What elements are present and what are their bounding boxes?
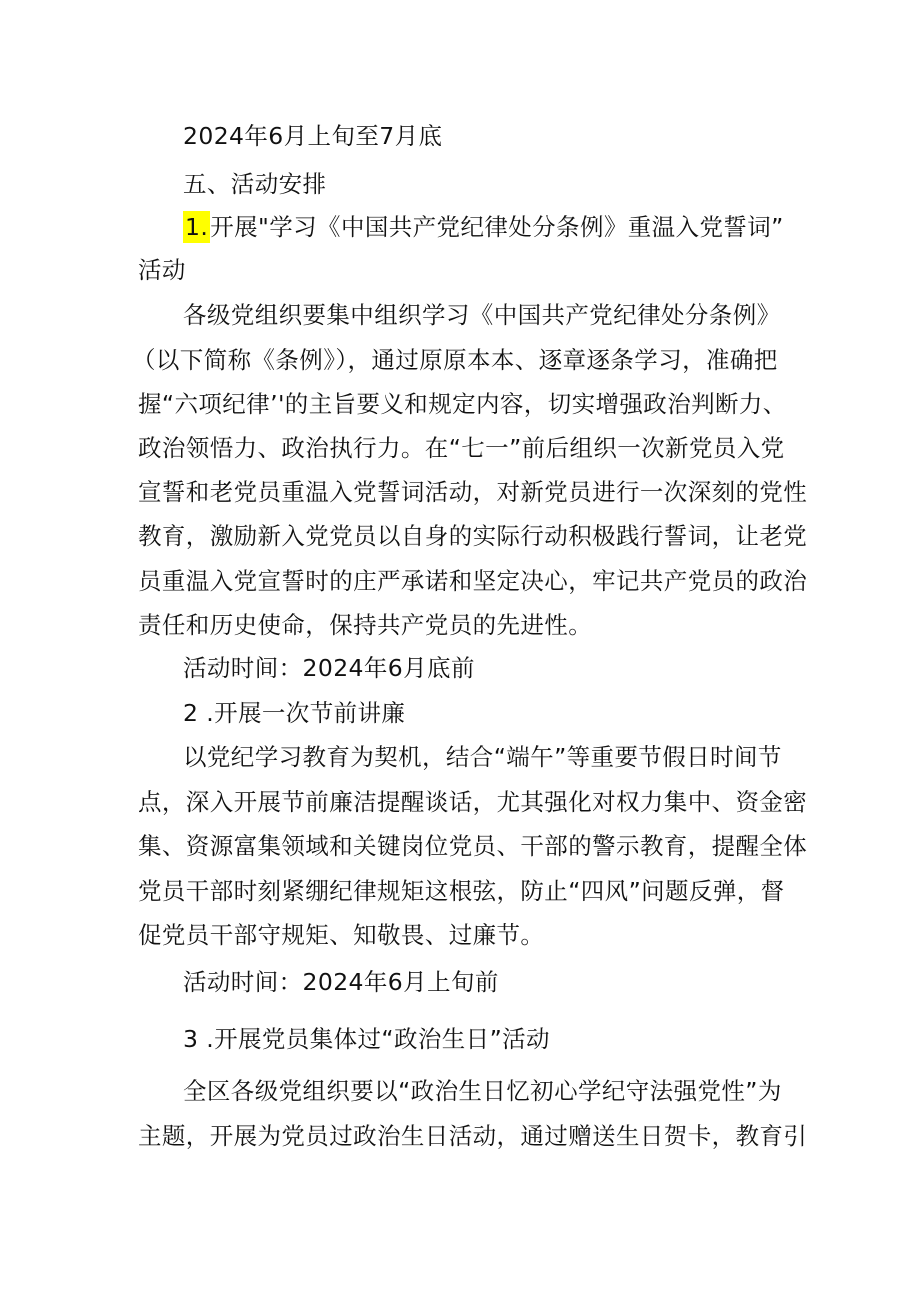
item2-body-line: 促党员干部守规矩、知敬畏、过廉节。 xyxy=(138,921,545,949)
item1-time-line: 活动时间：2024年6月底前 xyxy=(183,654,475,682)
item3-title: 3 .开展党员集体过“政治生日”活动 xyxy=(183,1025,550,1053)
item2-body-line: 集、资源富集领域和关键岗位党员、干部的警示教育，提醒全体 xyxy=(138,832,808,860)
item1-body-line: 教育，激励新入党党员以自身的实际行动积极践行誓词，让老党 xyxy=(138,522,808,550)
item2-time-line: 活动时间：2024年6月上旬前 xyxy=(183,968,499,996)
item2-body-line: 点，深入开展节前廉洁提醒谈话，尤其强化对权力集中、资金密 xyxy=(138,788,808,816)
item1-body-line: 宣誓和老党员重温入党誓词活动，对新党员进行一次深刻的党性 xyxy=(138,478,808,506)
item3-body-line: 全区各级党组织要以“政治生日忆初心学纪守法强党性”为 xyxy=(183,1077,782,1105)
period-line: 2024年6月上旬至7月底 xyxy=(183,122,443,150)
item1-number-highlight: 1. xyxy=(185,213,209,241)
item2-body-line: 以党纪学习教育为契机，结合“端午”等重要节假日时间节 xyxy=(183,743,782,771)
item1-body-line: 各级党组织要集中组织学习《中国共产党纪律处分条例》 xyxy=(183,301,781,329)
item2-body-line: 党员干部时刻紧绷纪律规矩这根弦，防止“四风”问题反弹，督 xyxy=(138,877,785,905)
section-five-heading: 五、活动安排 xyxy=(183,170,327,198)
item2-title: 2 .开展一次节前讲廉 xyxy=(183,699,406,727)
item1-body-line: 责任和历史使命，保持共产党员的先进性。 xyxy=(138,611,593,639)
item1-title-text: 开展"学习《中国共产党纪律处分条例》重温入党誓词” xyxy=(210,213,784,241)
item1-body-line: 握“六项纪律’'的主旨要义和规定内容，切实增强政治判断力、 xyxy=(138,390,787,418)
item3-body-line: 主题，开展为党员过政治生日活动，通过赠送生日贺卡，教育引 xyxy=(138,1122,808,1150)
item1-body-line: 员重温入党宣誓时的庄严承诺和坚定决心，牢记共产党员的政治 xyxy=(138,567,808,595)
item1-title-line1 xyxy=(183,211,784,243)
item1-title-line2: 活动 xyxy=(138,256,186,284)
item1-body-line: 政治领悟力、政治执行力。在“七一”前后组织一次新党员入党 xyxy=(138,434,785,462)
item1-body-line: （以下简称《条例》），通过原原本本、逐章逐条学习，准确把 xyxy=(132,346,778,374)
